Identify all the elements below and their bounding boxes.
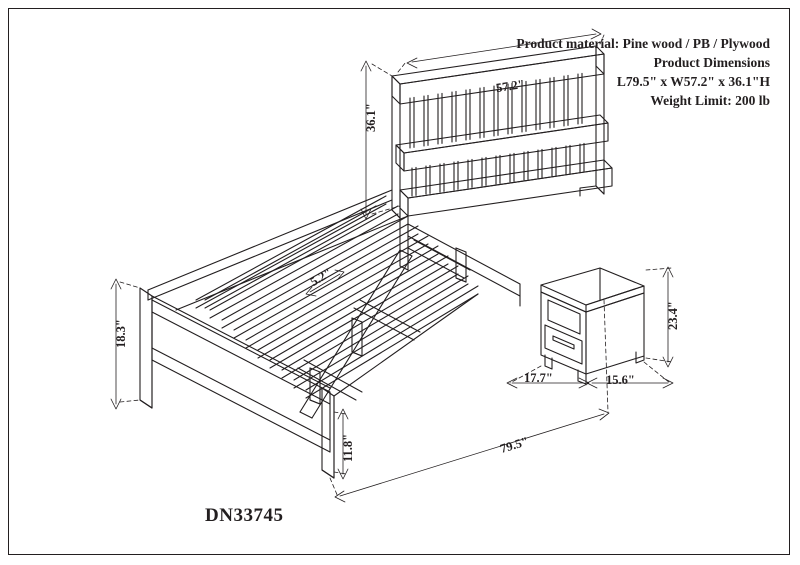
dimension-label-headboard-height: 36.1" [364, 103, 378, 132]
spec-line-material: Product material: Pine wood / PB / Plywood [516, 36, 770, 51]
dimension-label-nightstand-depth: 15.6" [606, 373, 635, 387]
model-number: DN33745 [205, 505, 284, 526]
spec-line-dimensions-heading: Product Dimensions [653, 55, 770, 70]
dimension-label-slat-spacing: 5.2" [307, 265, 335, 289]
nightstand [541, 268, 644, 384]
headboard-panel [392, 46, 612, 218]
spec-line-dimensions-value: L79.5" x W57.2" x 36.1"H [616, 74, 770, 89]
dimension-label-nightstand-width: 17.7" [524, 371, 553, 385]
bed-frame [140, 190, 520, 478]
dimension-label-footboard-height: 18.3" [114, 319, 128, 348]
dimension-label-bed-length: 79.5" [498, 434, 531, 456]
spec-line-weight-limit: Weight Limit: 200 lb [650, 93, 770, 108]
dimension-label-nightstand-height: 23.4" [666, 301, 680, 330]
dimension-label-leg-clearance: 11.8" [341, 433, 355, 462]
dimension-label-headboard-width: 57.2" [495, 76, 526, 96]
